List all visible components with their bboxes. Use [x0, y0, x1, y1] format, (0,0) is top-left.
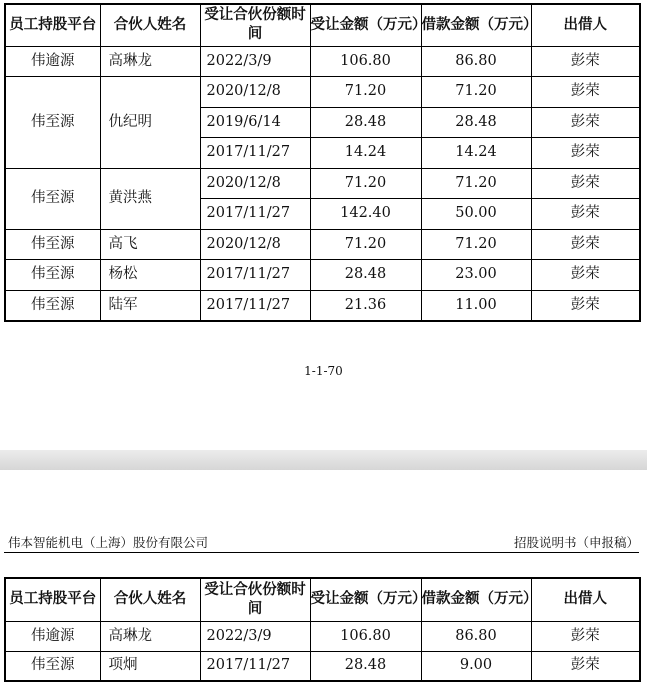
- date-cell: 2020/12/8: [200, 229, 310, 260]
- lender-cell: 彭荣: [531, 77, 640, 108]
- col-header-loan: 借款金额（万元）: [421, 578, 531, 621]
- platform-cell: 伟至源: [5, 651, 100, 681]
- loan-cell: 23.00: [421, 260, 531, 291]
- lender-cell: 彭荣: [531, 168, 640, 199]
- lender-cell: 彭荣: [531, 107, 640, 138]
- table-row: [5, 168, 640, 199]
- partner-cell: 高飞: [100, 229, 200, 260]
- loan-cell: 9.00: [421, 651, 531, 681]
- amount-cell: 71.20: [310, 229, 421, 260]
- date-cell: 2017/11/27: [200, 260, 310, 291]
- partner-cell: 陆军: [100, 290, 200, 321]
- col-header-amount: 受让金额（万元）: [310, 578, 421, 621]
- date-cell: 2022/3/9: [200, 621, 310, 651]
- date-cell: 2020/12/8: [200, 77, 310, 108]
- col-header-platform: 员工持股平台: [5, 4, 100, 46]
- date-cell: 2017/11/27: [200, 651, 310, 681]
- partner-cell: 项炯: [100, 651, 200, 681]
- table-row: [5, 290, 640, 321]
- table-header-row: [5, 4, 640, 46]
- lender-cell: 彭荣: [531, 651, 640, 681]
- loan-cell: 50.00: [421, 199, 531, 230]
- loan-cell: 11.00: [421, 290, 531, 321]
- page-break-divider: [0, 450, 647, 470]
- col-header-platform: 员工持股平台: [5, 578, 100, 621]
- table-row: [5, 46, 640, 77]
- loan-table-top: [4, 3, 641, 322]
- document-title: 招股说明书（申报稿）: [513, 535, 639, 550]
- col-header-lender: 出借人: [531, 578, 640, 621]
- platform-cell: 伟逾源: [5, 621, 100, 651]
- amount-cell: 106.80: [310, 46, 421, 77]
- col-header-lender: 出借人: [531, 4, 640, 46]
- loan-cell: 71.20: [421, 77, 531, 108]
- table-row: [5, 621, 640, 651]
- loan-cell: 28.48: [421, 107, 531, 138]
- date-cell: 2019/6/14: [200, 107, 310, 138]
- lender-cell: 彭荣: [531, 46, 640, 77]
- table-row: [5, 651, 640, 681]
- date-cell: 2020/12/8: [200, 168, 310, 199]
- date-cell: 2017/11/27: [200, 199, 310, 230]
- lender-cell: 彭荣: [531, 621, 640, 651]
- date-cell: 2017/11/27: [200, 138, 310, 169]
- lender-cell: 彭荣: [531, 229, 640, 260]
- lender-cell: 彭荣: [531, 199, 640, 230]
- amount-cell: 106.80: [310, 621, 421, 651]
- col-header-amount: 受让金额（万元）: [310, 4, 421, 46]
- col-header-date: 受让合伙份额时间: [200, 4, 310, 46]
- col-header-loan: 借款金额（万元）: [421, 4, 531, 46]
- table-header-row: [5, 578, 640, 621]
- loan-cell: 14.24: [421, 138, 531, 169]
- table-row: [5, 260, 640, 291]
- lender-cell: 彭荣: [531, 290, 640, 321]
- partner-cell: 高琳龙: [100, 46, 200, 77]
- loan-cell: 71.20: [421, 229, 531, 260]
- page-header: [4, 532, 639, 553]
- lender-cell: 彭荣: [531, 260, 640, 291]
- partner-cell: 高琳龙: [100, 621, 200, 651]
- platform-cell: 伟逾源: [5, 46, 100, 77]
- amount-cell: 28.48: [310, 260, 421, 291]
- table-row: [5, 229, 640, 260]
- partner-cell: 黄洪燕: [100, 168, 200, 229]
- platform-cell: 伟至源: [5, 290, 100, 321]
- col-header-partner: 合伙人姓名: [100, 578, 200, 621]
- amount-cell: 71.20: [310, 168, 421, 199]
- table-row: [5, 77, 640, 108]
- company-name: 伟本智能机电（上海）股份有限公司: [8, 535, 209, 550]
- platform-cell: 伟至源: [5, 168, 100, 229]
- loan-cell: 86.80: [421, 46, 531, 77]
- loan-table-bottom: [4, 577, 641, 682]
- platform-cell: 伟至源: [5, 77, 100, 169]
- loan-cell: 71.20: [421, 168, 531, 199]
- platform-cell: 伟至源: [5, 229, 100, 260]
- lender-cell: 彭荣: [531, 138, 640, 169]
- page-number: 1-1-70: [304, 364, 343, 378]
- partner-cell: 仇纪明: [100, 77, 200, 169]
- amount-cell: 28.48: [310, 651, 421, 681]
- amount-cell: 142.40: [310, 199, 421, 230]
- amount-cell: 21.36: [310, 290, 421, 321]
- col-header-date: 受让合伙份额时间: [200, 578, 310, 621]
- platform-cell: 伟至源: [5, 260, 100, 291]
- loan-cell: 86.80: [421, 621, 531, 651]
- partner-cell: 杨松: [100, 260, 200, 291]
- date-cell: 2022/3/9: [200, 46, 310, 77]
- col-header-partner: 合伙人姓名: [100, 4, 200, 46]
- amount-cell: 14.24: [310, 138, 421, 169]
- amount-cell: 28.48: [310, 107, 421, 138]
- date-cell: 2017/11/27: [200, 290, 310, 321]
- amount-cell: 71.20: [310, 77, 421, 108]
